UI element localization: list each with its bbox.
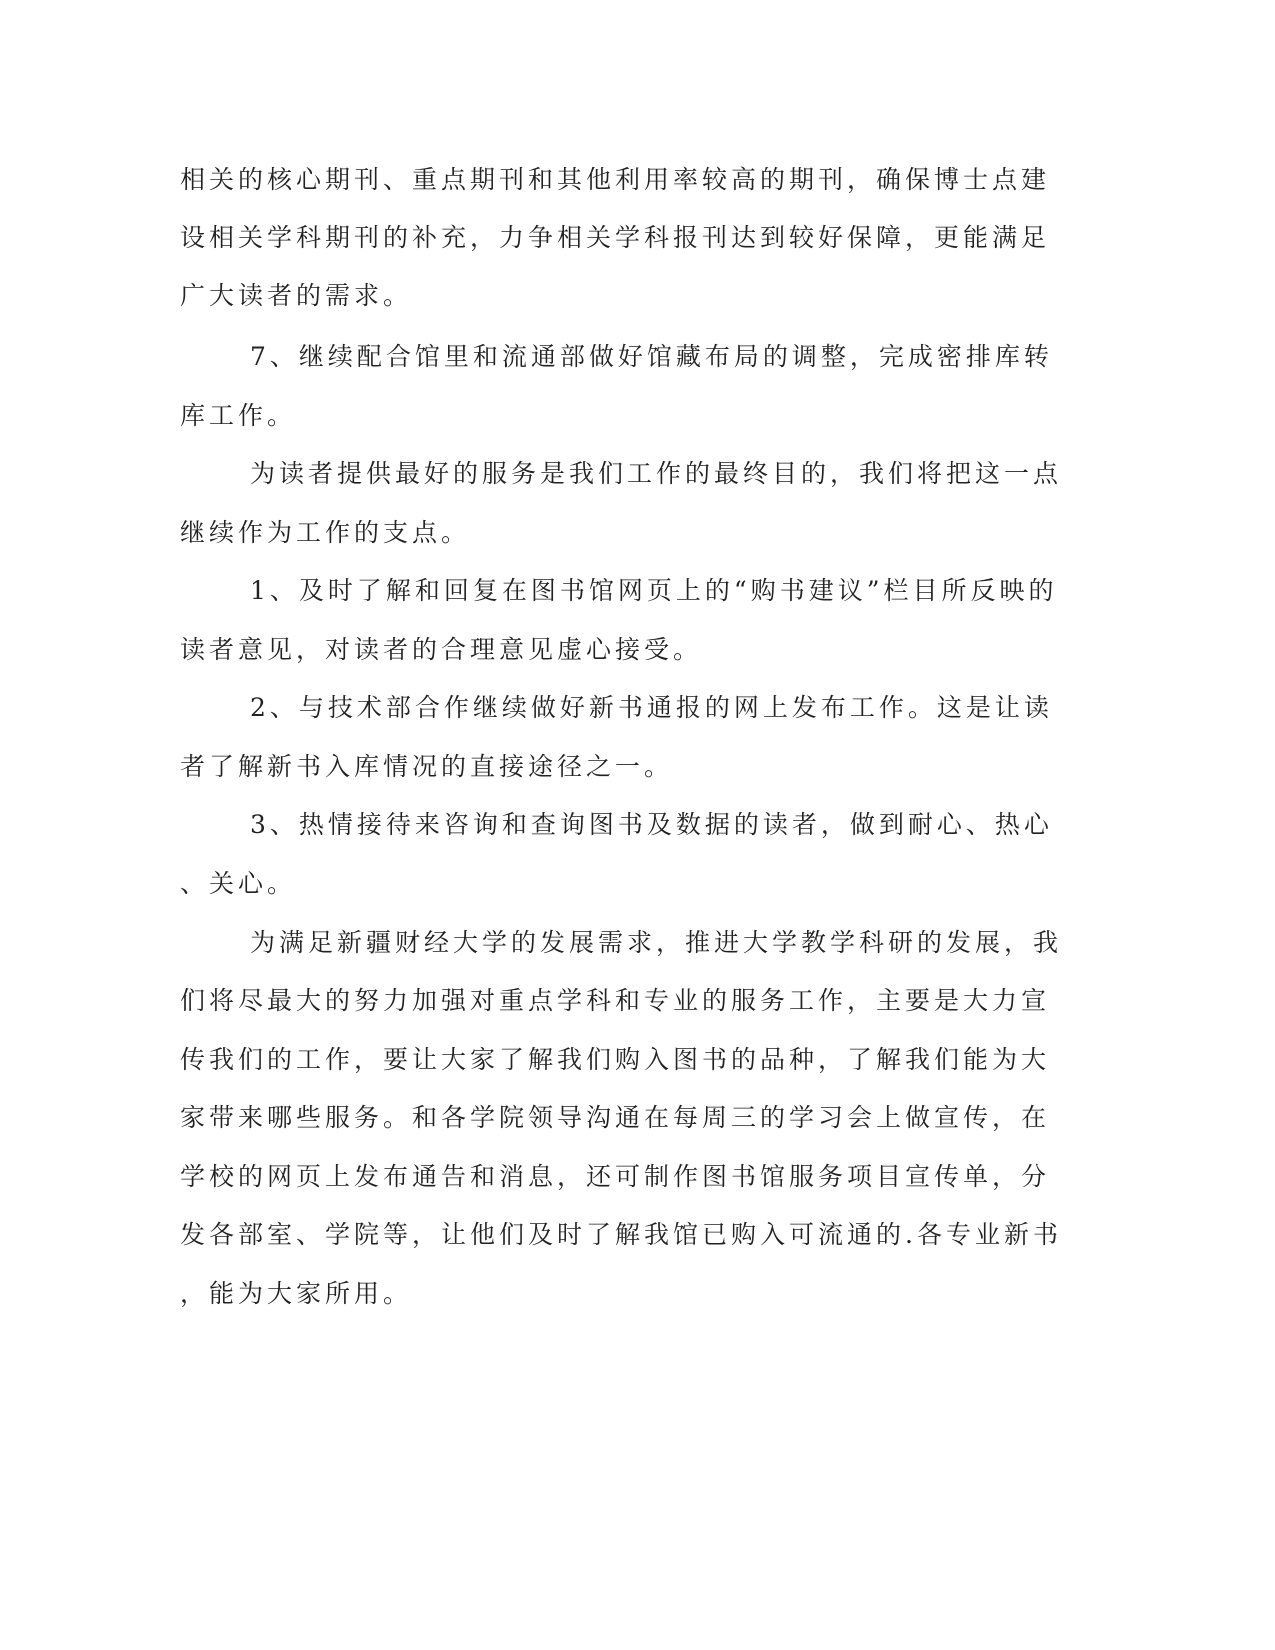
text-line: ，能为大家所用。	[180, 1279, 413, 1308]
text-line: 继续作为工作的支点。	[180, 518, 471, 547]
text-line: 家带来哪些服务。和各学院领导沟通在每周三的学习会上做宣传，在	[180, 1103, 1051, 1132]
text-line: 1、及时了解和回复在图书馆网页上的“购书建议”栏目所反映的	[250, 576, 1058, 605]
text-line: 们将尽最大的努力加强对重点学科和专业的服务工作，主要是大力宣	[180, 986, 1051, 1015]
text-line: 、关心。	[180, 869, 297, 898]
text-line: 传我们的工作，要让大家了解我们购入图书的品种，了解我们能为大	[180, 1045, 1051, 1074]
text-line: 3、热情接待来咨询和查询图书及数据的读者，做到耐心、热心	[250, 810, 1053, 839]
text-line: 广大读者的需求。	[180, 281, 413, 310]
text-line: 7、继续配合馆里和流通部做好馆藏布局的调整，完成密排库转	[250, 342, 1053, 371]
text-line: 学校的网页上发布通告和消息，还可制作图书馆服务项目宣传单，分	[180, 1162, 1051, 1191]
text-line: 相关的核心期刊、重点期刊和其他利用率较高的期刊，确保博士点建	[180, 165, 1051, 194]
text-line: 库工作。	[180, 401, 297, 430]
text-line: 发各部室、学院等，让他们及时了解我馆已购入可流通的.各专业新书	[180, 1220, 1062, 1249]
text-line: 设相关学科期刊的补充，力争相关学科报刊达到较好保障，更能满足	[180, 223, 1051, 252]
text-line: 者了解新书入库情况的直接途径之一。	[180, 752, 674, 781]
text-line: 为满足新疆财经大学的发展需求，推进大学教学科研的发展，我	[250, 928, 1063, 957]
text-line: 2、与技术部合作继续做好新书通报的网上发布工作。这是让读	[250, 693, 1053, 722]
text-line: 读者意见，对读者的合理意见虚心接受。	[180, 635, 703, 664]
text-line: 为读者提供最好的服务是我们工作的最终目的，我们将把这一点	[250, 459, 1063, 488]
